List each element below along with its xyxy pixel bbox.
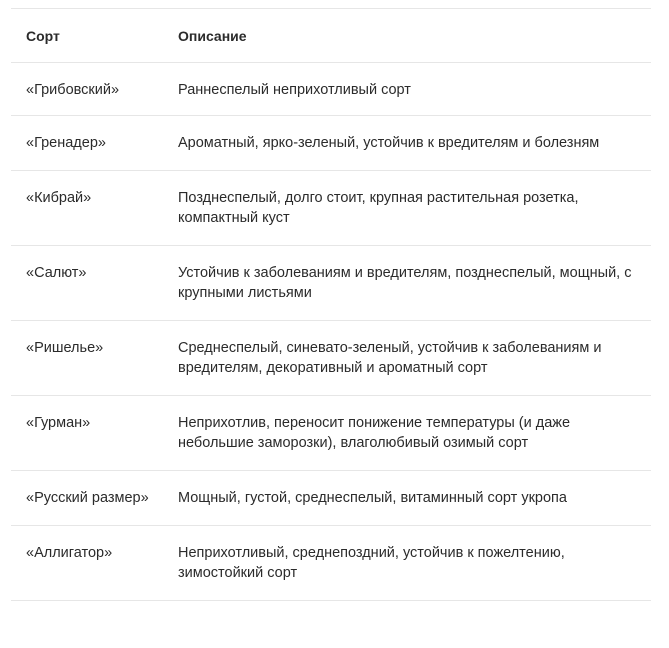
variety-table — [11, 8, 651, 601]
description-cell: Устойчив к заболеваниям и вредителям, позднеспелый, мощный, с крупными листьями — [175, 246, 651, 321]
table-row — [11, 321, 651, 396]
description-cell: Неприхотливый, среднепоздний, устойчив к пожелтению, зимостойкий сорт — [175, 526, 651, 601]
description-cell: Мощный, густой, среднеспелый, витаминный сорт укропа — [175, 471, 651, 526]
table-row — [11, 116, 651, 171]
table-row — [11, 526, 651, 601]
header-variety: Сорт — [11, 9, 175, 63]
variety-cell: «Салют» — [11, 246, 175, 321]
table-row — [11, 246, 651, 321]
variety-table-container — [11, 8, 651, 601]
table-header — [11, 9, 651, 63]
variety-cell: «Ришелье» — [11, 321, 175, 396]
variety-cell: «Аллигатор» — [11, 526, 175, 601]
table-row — [11, 471, 651, 526]
description-cell: Раннеспелый неприхотливый сорт — [175, 63, 651, 116]
table-row — [11, 63, 651, 116]
description-cell: Ароматный, ярко-зеленый, устойчив к вредителям и болезням — [175, 116, 651, 171]
header-row — [11, 9, 651, 63]
variety-cell: «Гурман» — [11, 396, 175, 471]
description-cell: Неприхотлив, переносит понижение температуры (и даже небольшие заморозки), влаголюбивый озимый сорт — [175, 396, 651, 471]
variety-cell: «Русский размер» — [11, 471, 175, 526]
description-cell: Среднеспелый, синевато-зеленый, устойчив к заболеваниям и вредителям, декоративный и ароматный сорт — [175, 321, 651, 396]
table-row — [11, 171, 651, 246]
variety-cell: «Грибовский» — [11, 63, 175, 116]
table-row — [11, 396, 651, 471]
description-cell: Позднеспелый, долго стоит, крупная растительная розетка, компактный куст — [175, 171, 651, 246]
variety-cell: «Кибрай» — [11, 171, 175, 246]
table-body — [11, 63, 651, 601]
header-description: Описание — [175, 9, 651, 63]
variety-cell: «Гренадер» — [11, 116, 175, 171]
